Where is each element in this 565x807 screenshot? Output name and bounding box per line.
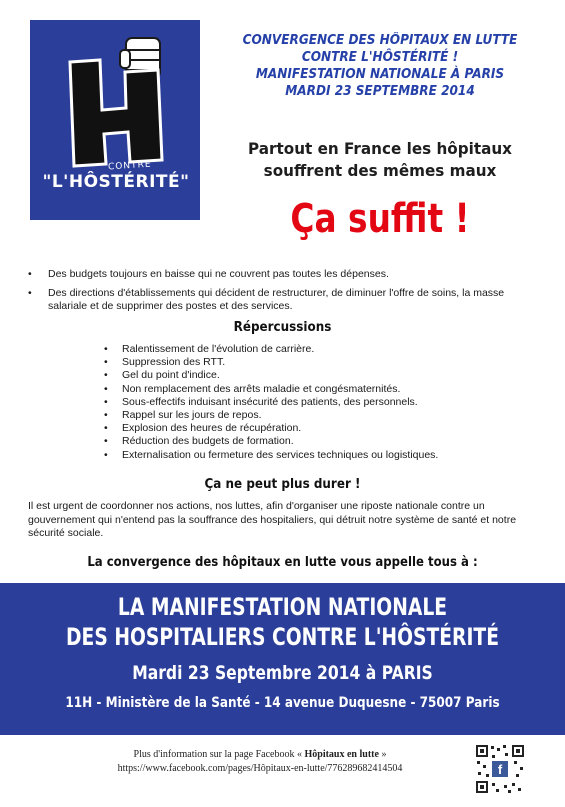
list-item: • Explosion des heures de récupération. xyxy=(104,422,544,435)
problem-list xyxy=(28,268,543,319)
header-line-3: MANIFESTATION NATIONALE À PARIS xyxy=(255,67,505,82)
enough-heading: Ça ne peut plus durer ! xyxy=(204,477,361,492)
facebook-url[interactable]: https://www.facebook.com/pages/Hôpitaux-en-lutte/776289682414504 xyxy=(117,763,403,774)
footer-info xyxy=(60,748,460,776)
list-item: • Ralentissement de l'évolution de carrière. xyxy=(104,343,544,356)
call-to-action-paragraph: Il est urgent de coordonner nos actions, nos luttes, afin d'organiser une riposte nationale contre un gouvernement qui n'entend pas la souffrance des hospitaliers, qui détruit notre système de santé et notre sécurité sociale. xyxy=(28,500,517,539)
list-item: • Non remplacement des arrêts maladie et congésmaternités. xyxy=(104,383,544,396)
footer-facebook-line: Plus d'information sur la page Facebook « Hôpitaux en lutte » xyxy=(133,749,387,760)
banner-location: 11H - Ministère de la Santé - 14 avenue Duquesne - 75007 Paris xyxy=(65,695,500,711)
list-item: • Des directions d'établissements qui décident de restructurer, de diminuer l'offre de soins, la masse salariale et de supprimer des postes et des services. xyxy=(28,287,543,313)
list-item: • Gel du point d'indice. xyxy=(104,369,544,382)
list-item: • Réduction des budgets de formation. xyxy=(104,435,544,448)
hosterite-logo xyxy=(30,20,200,220)
header-line-1: CONVERGENCE DES HÔPITAUX EN LUTTE xyxy=(242,33,518,48)
banner-date: Mardi 23 Septembre 2014 à PARIS xyxy=(132,662,433,684)
manifestation-banner xyxy=(0,583,565,735)
convergence-call: La convergence des hôpitaux en lutte vous appelle tous à : xyxy=(87,555,478,570)
list-item: • Suppression des RTT. xyxy=(104,356,544,369)
subheading xyxy=(214,138,547,182)
banner-line-2: DES HOSPITALIERS CONTRE L'HÔSTÉRITÉ xyxy=(65,623,499,651)
subhead-line-1: Partout en France les hôpitaux xyxy=(248,139,512,158)
repercussions-title: Répercussions xyxy=(233,320,332,335)
svg-text:f: f xyxy=(497,762,503,777)
logo-hosterite-text: "L'HÔSTÉRITÉ" xyxy=(42,172,190,192)
repercussions-list xyxy=(104,343,544,462)
subhead-line-2: souffrent des mêmes maux xyxy=(263,161,497,180)
main-title: Ça suffit ! xyxy=(290,196,470,242)
header-line-2: CONTRE L'HÔSTÉRITÉ ! xyxy=(301,50,459,65)
logo-contre-text: CONTRE xyxy=(107,159,152,173)
header-line-4: MARDI 23 SEPTEMBRE 2014 xyxy=(285,84,475,99)
qr-code-icon xyxy=(474,743,526,795)
list-item: • Sous-effectifs induisant insécurité des patients, des personnels. xyxy=(104,396,544,409)
list-item: • Des budgets toujours en baisse qui ne couvrent pas toutes les dépenses. xyxy=(28,268,543,281)
event-header xyxy=(217,32,543,100)
banner-line-1: LA MANIFESTATION NATIONALE xyxy=(117,593,448,621)
facebook-page-name: Hôpitaux en lutte xyxy=(304,749,379,760)
list-item: • Rappel sur les jours de repos. xyxy=(104,409,544,422)
list-item: • Externalisation ou fermeture des services techniques ou logistiques. xyxy=(104,449,544,462)
